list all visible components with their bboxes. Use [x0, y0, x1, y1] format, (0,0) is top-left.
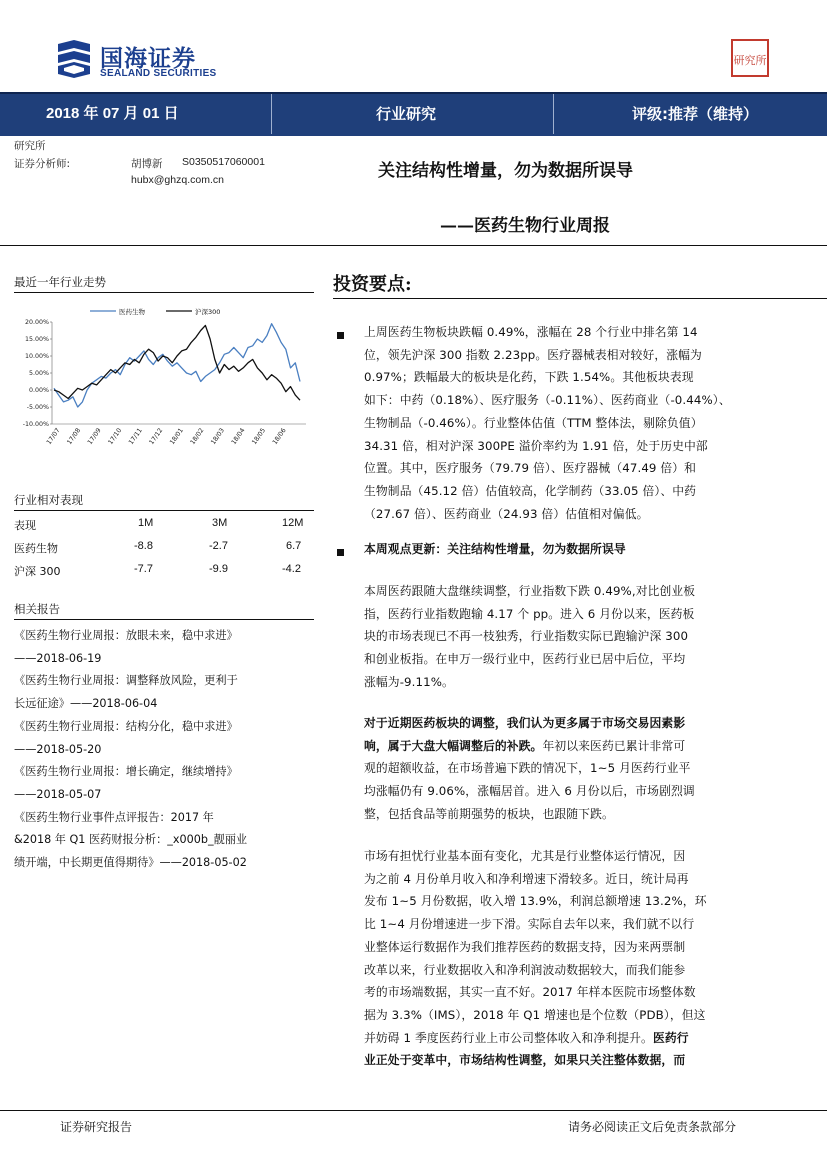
- table-row: [14, 537, 314, 560]
- y-tick-label: 10.00%: [24, 353, 49, 360]
- legend-label-hs300: 沪深300: [195, 308, 221, 316]
- y-tick-label: 15.00%: [24, 336, 49, 343]
- perf-header-cell: 3M: [212, 517, 228, 529]
- analyst-role: 证券分析师:: [14, 158, 71, 170]
- text-line: 整，包括食品等前期强势的板块，也跟随下跌。: [364, 806, 614, 821]
- x-tick-label: 17/11: [127, 427, 144, 447]
- chart-axes: [23, 319, 306, 446]
- perf-header-cell: 表现: [14, 519, 36, 532]
- x-tick-label: 18/01: [168, 427, 185, 447]
- y-tick-label: 5.00%: [28, 370, 49, 377]
- research-stamp-icon: [730, 38, 770, 78]
- analyst-dept: 研究所: [14, 140, 46, 152]
- list-item[interactable]: 《医药生物行业周报：结构分化，稳中求进》: [14, 719, 238, 733]
- x-tick-label: 18/06: [271, 427, 288, 447]
- emphasis-text: 响，属于大盘大幅调整后的补跌。: [364, 738, 543, 753]
- text-line: 改革以来，行业数据收入和净利润波动数据较大，而我们能参: [364, 962, 686, 977]
- y-tick-label: -10.00%: [22, 421, 49, 428]
- footer-disclaimer: 请务必阅读正文后免责条款部分: [568, 1120, 737, 1134]
- text-line: 生物制品（-0.46%）。行业整体估值（TTM 整体法，剔除负值）: [364, 415, 703, 430]
- x-tick-label: 18/04: [230, 427, 247, 447]
- section-rule: [333, 298, 827, 299]
- text-line: 观的超额收益，在市场普遍下跌的情况下，1~5 月医药行业平: [364, 761, 691, 776]
- report-rating: 评级:推荐（维持）: [632, 105, 758, 123]
- x-tick-label: 17/08: [66, 427, 83, 447]
- header-separator: [553, 94, 554, 134]
- brand-logo: [54, 38, 254, 82]
- emphasis-text: 业正处于变革中，市场结构性调整，如果只关注整体数据，而: [364, 1053, 686, 1068]
- x-tick-label: 18/05: [250, 427, 268, 447]
- perf-cell: -4.2: [282, 563, 301, 575]
- chart-series: [54, 324, 300, 407]
- analyst-name: 胡博新: [131, 158, 163, 170]
- text-line: 比 1~4 月份增速进一步下滑。实际自去年以来，我们就不以行: [364, 917, 695, 932]
- stamp-text: 研究所: [733, 54, 767, 67]
- text-line: 据为 3.3%（IMS），2018 年 Q1 增速也是个位数（PDB），但这: [364, 1007, 706, 1022]
- x-tick-label: 18/03: [209, 427, 227, 447]
- header-bar: [0, 92, 827, 136]
- adjustment-paragraph: [364, 712, 762, 826]
- perf-cell: 医药生物: [14, 542, 58, 555]
- list-item: ——2018-06-19: [14, 651, 102, 665]
- brand-name-cn: 国海证券: [100, 46, 196, 72]
- list-item[interactable]: 《医药生物行业事件点评报告：2017 年: [14, 810, 214, 824]
- list-item[interactable]: &2018 年 Q1 医药财报分析：_x000b_靓丽业: [14, 833, 248, 847]
- related-reports-list: [14, 625, 316, 875]
- x-tick-label: 17/09: [86, 427, 103, 447]
- text-line: 块的市场表现已不再一枝独秀，行业指数实际已跑输沪深 300: [364, 629, 689, 644]
- perf-cell: -7.7: [134, 563, 153, 575]
- emphasis-text: 医药行: [652, 1030, 689, 1045]
- text-line: 业整体运行数据作为我们推荐医药的数据支持，因为来两票制: [364, 939, 686, 954]
- y-tick-label: -5.00%: [26, 404, 49, 411]
- text-span: 年初以来医药已累计非常可: [542, 738, 686, 753]
- footer-left: 证券研究报告: [60, 1120, 133, 1134]
- text-line: 生物制品（45.12 倍）估值较高，化学制药（33.05 倍）、中药: [364, 483, 697, 498]
- header-separator: [271, 94, 272, 134]
- perf-cell: -8.8: [134, 540, 153, 552]
- trend-heading: 最近一年行业走势: [14, 275, 106, 289]
- text-line: 上周医药生物板块跌幅 0.49%，涨幅在 28 个行业中排名第 14: [364, 325, 698, 339]
- report-subtitle: ——医药生物行业周报: [440, 216, 610, 236]
- view-update-heading: [364, 538, 762, 561]
- list-item: ——2018-05-07: [14, 787, 102, 801]
- list-item[interactable]: 《医药生物行业周报：放眼未来，稳中求进》: [14, 629, 238, 642]
- text-line: 考的市场端数据，其实一直不好。2017 年样本医院市场整体数: [364, 985, 696, 1000]
- sealand-logo-icon: [54, 38, 94, 80]
- text-span: 并妨碍 1 季度医药行业上市公司整体收入和净利提升。: [364, 1030, 653, 1045]
- text-line: 发布 1~5 月份数据，收入增 13.9%，利润总额增速 13.2%，环: [364, 894, 707, 909]
- text-line: 如下：中药（0.18%）、医疗服务（-0.11%）、医药商业（-0.44%）、: [364, 393, 731, 408]
- chart-legend: [90, 307, 220, 316]
- bullet-icon: [337, 549, 344, 556]
- footer-rule: [0, 1110, 827, 1111]
- x-tick-label: 18/02: [189, 427, 206, 447]
- brand-name-en: SEALAND SECURITIES: [100, 68, 217, 79]
- text-line: 0.97%；跌幅最大的板块是化药，下跌 1.54%。其他板块表现: [364, 370, 694, 385]
- perf-cell: 6.7: [286, 540, 302, 552]
- section-heading: 投资要点:: [333, 274, 412, 295]
- text-line: 均涨幅仍有 9.06%，涨幅居首。进入 6 月份以后，市场剧烈调: [364, 784, 695, 799]
- industry-trend-chart: [14, 302, 314, 462]
- perf-rule: [14, 510, 314, 511]
- perf-cell: -9.9: [209, 563, 228, 575]
- perf-header-cell: 1M: [138, 517, 154, 529]
- analyst-cert: S0350517060001: [182, 156, 265, 168]
- text-line: （27.67 倍）、医药商业（24.93 倍）估值相对偏低。: [364, 506, 649, 521]
- text-line: 34.31 倍，相对沪深 300PE 溢价率约为 1.91 倍，处于历史中部: [364, 438, 708, 453]
- x-tick-label: 17/07: [45, 427, 62, 447]
- perf-cell: -2.7: [209, 540, 228, 552]
- text-line: 为之前 4 月份单月收入和净利增速下滑较多。近日，统计局再: [364, 871, 689, 886]
- perf-table: [14, 514, 314, 583]
- y-tick-label: 0.00%: [28, 387, 49, 394]
- list-item: ——2018-05-20: [14, 742, 102, 756]
- table-row: [14, 560, 314, 583]
- text-line: 指，医药行业指数跑输 4.17 个 pp。进入 6 月份以来，医药板: [364, 606, 695, 621]
- text-line: 本周医药跟随大盘继续调整，行业指数下跌 0.49%,对比创业板: [364, 584, 696, 598]
- emphasis-text: 对于近期医药板块的调整，我们认为更多属于市场交易因素影: [364, 716, 686, 730]
- weekly-view-paragraph: [364, 580, 762, 694]
- x-tick-label: 17/10: [107, 427, 124, 447]
- text-line: 位，领先沪深 300 指数 2.23pp。医疗器械表相对较好，涨幅为: [364, 347, 702, 362]
- list-item[interactable]: 《医药生物行业周报：增长确定，继续增持》: [14, 765, 238, 779]
- related-heading: 相关报告: [14, 602, 60, 616]
- list-item[interactable]: 绩开端，中长期更值得期待》——2018-05-02: [14, 856, 247, 870]
- subsection-heading: 本周观点更新：关注结构性增量，勿为数据所误导: [364, 542, 626, 556]
- list-item[interactable]: 《医药生物行业周报：调整释放风险，更利于: [14, 674, 238, 688]
- perf-heading: 行业相对表现: [14, 493, 83, 507]
- perf-header-cell: 12M: [282, 517, 304, 529]
- perf-cell: 沪深 300: [14, 565, 61, 578]
- analyst-email[interactable]: hubx@ghzq.com.cn: [131, 174, 224, 186]
- related-rule: [14, 619, 314, 620]
- text-line: 涨幅为-9.11%。: [364, 674, 454, 689]
- text-line: 位置。其中，医疗服务（79.79 倍）、医疗器械（47.49 倍）和: [364, 461, 697, 476]
- perf-header-row: [14, 514, 314, 537]
- x-tick-label: 17/12: [148, 427, 165, 447]
- list-item[interactable]: 长远征途》——2018-06-04: [14, 697, 158, 711]
- title-divider: [0, 245, 827, 246]
- report-date: 2018 年 07 月 01 日: [46, 105, 179, 122]
- legend-label-pharma: 医药生物: [119, 308, 145, 316]
- text-line: 和创业板指。在申万一级行业中，医药行业已居中后位，平均: [364, 652, 686, 667]
- bullet-icon: [337, 332, 344, 339]
- trend-rule: [14, 292, 314, 293]
- report-title: 关注结构性增量，勿为数据所误导: [378, 161, 633, 181]
- fundamentals-paragraph: [364, 845, 762, 1072]
- report-type: 行业研究: [376, 105, 437, 123]
- market-review-paragraph: [364, 321, 762, 525]
- text-line: 市场有担忧行业基本面有变化，尤其是行业整体运行情况，因: [364, 849, 686, 863]
- y-tick-label: 20.00%: [24, 319, 49, 326]
- series-line-pharma: [54, 324, 300, 407]
